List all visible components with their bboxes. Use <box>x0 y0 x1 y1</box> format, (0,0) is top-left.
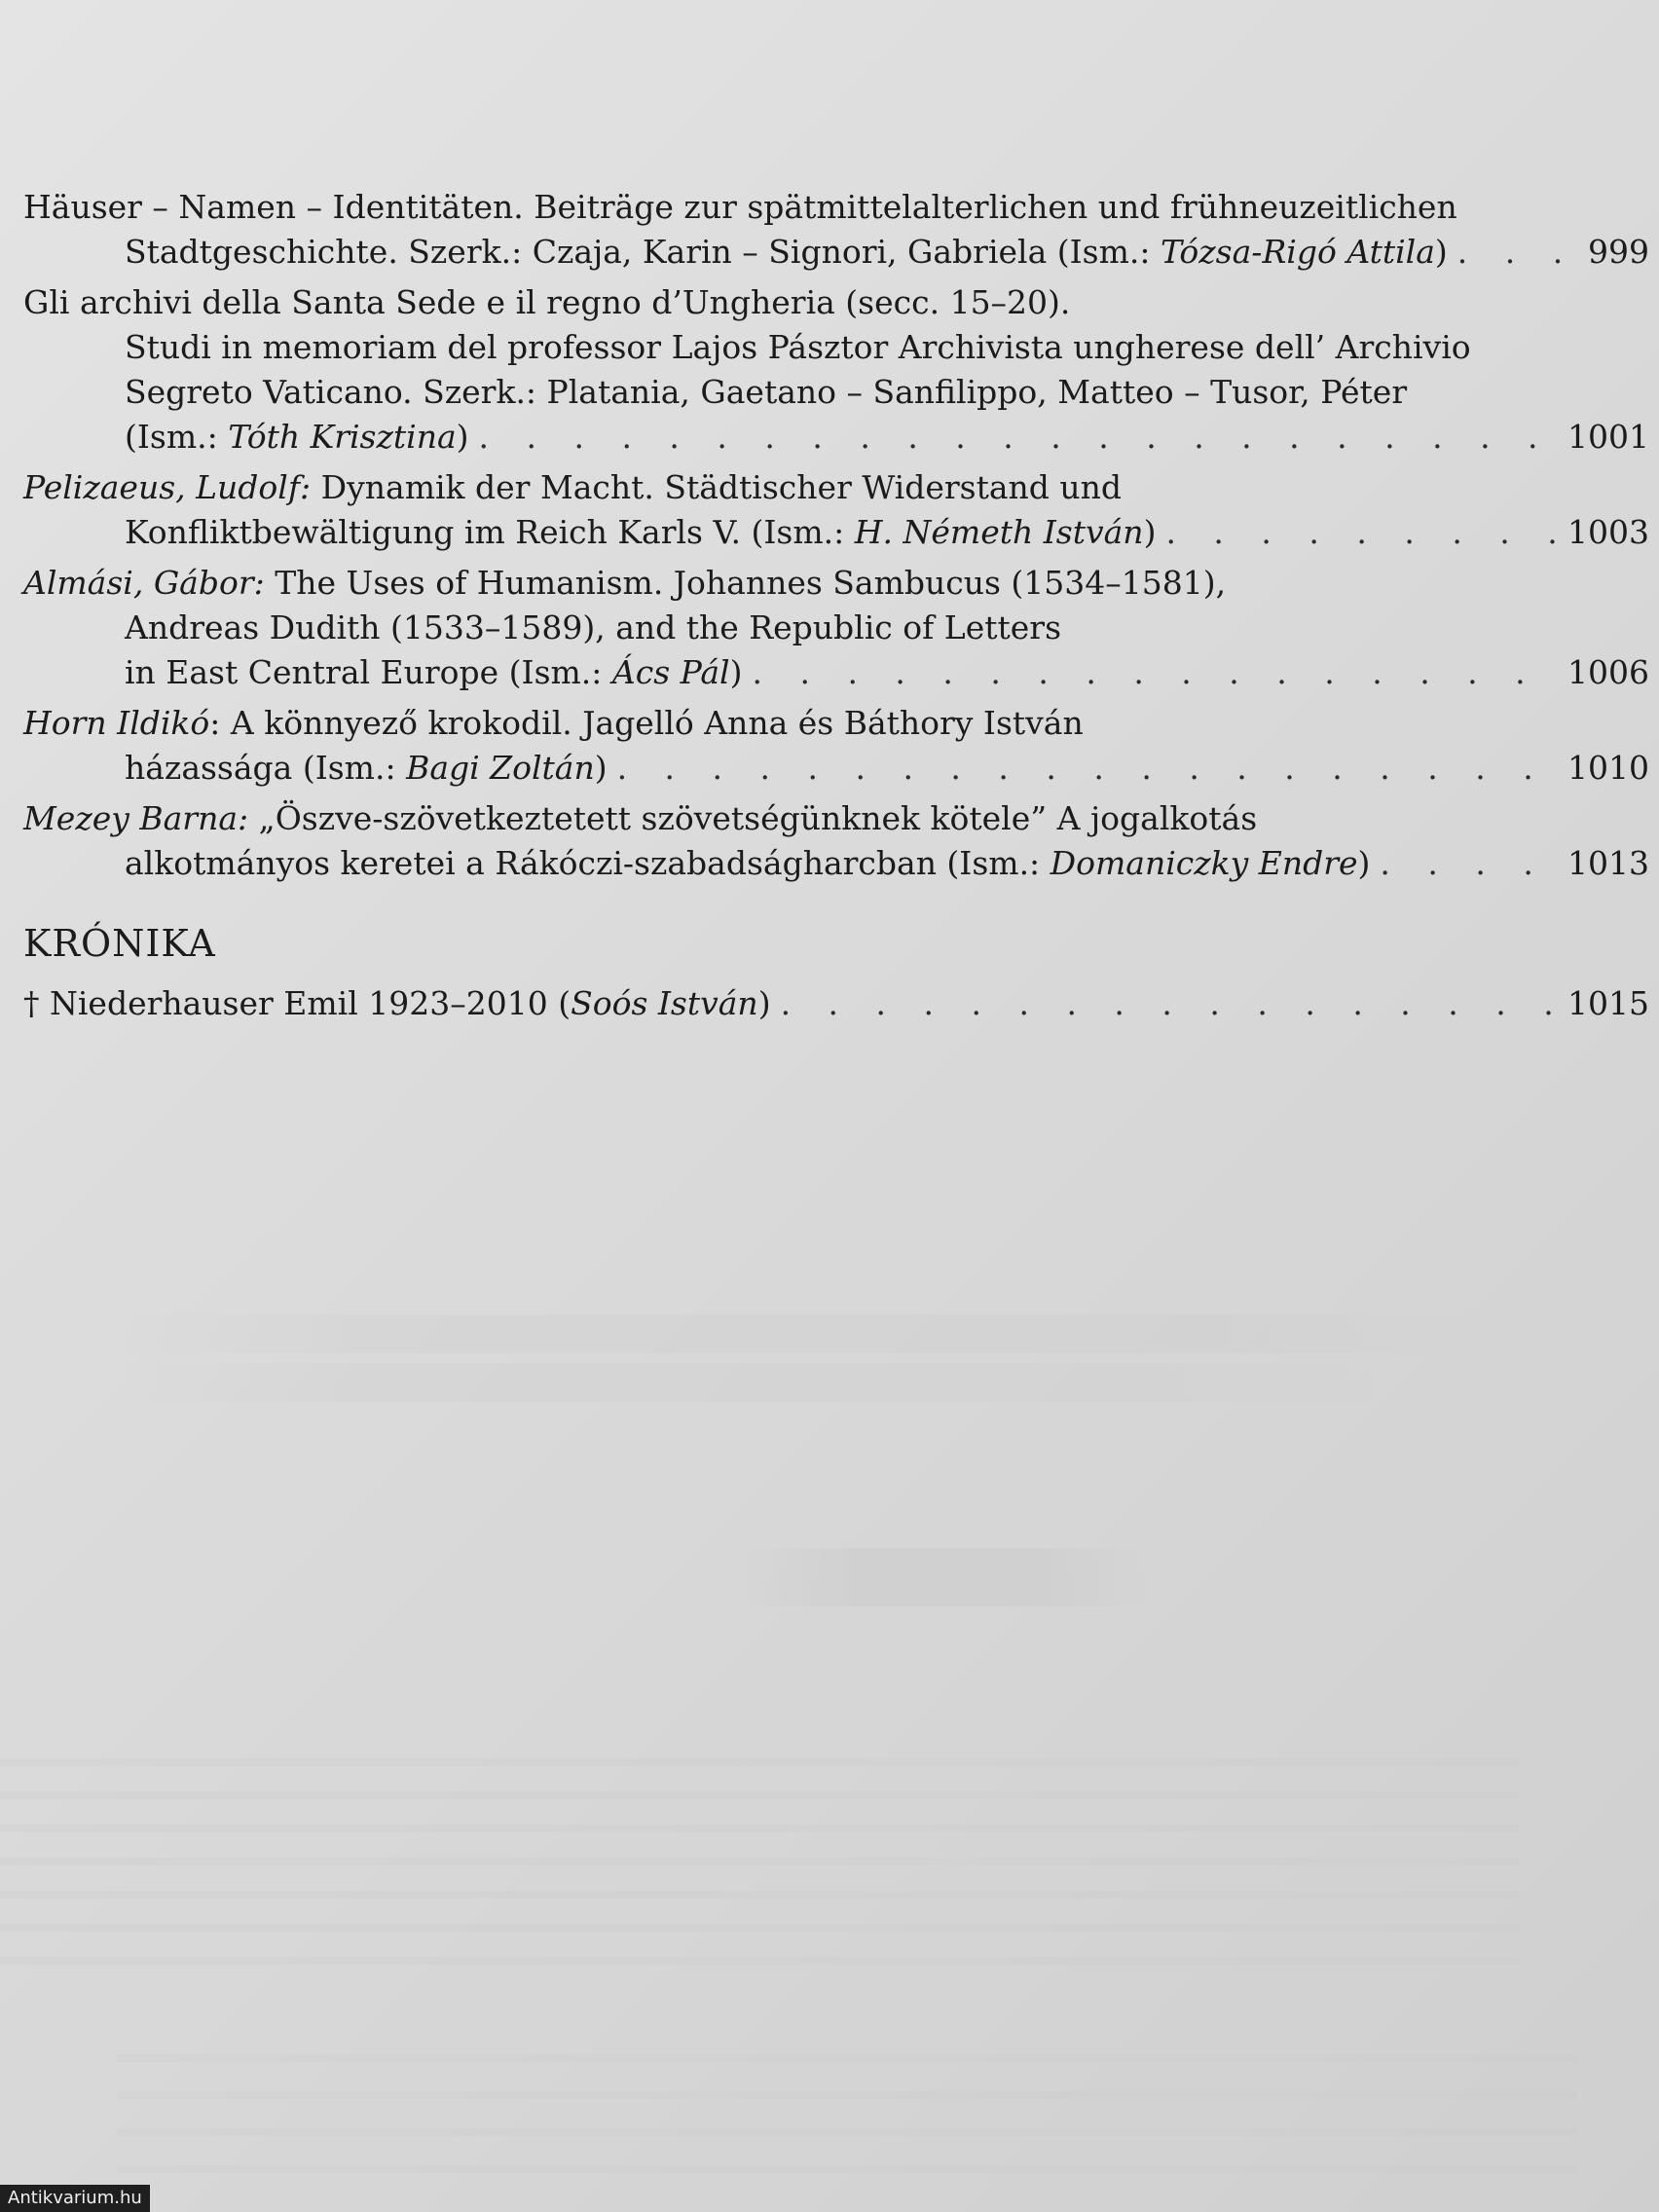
toc-line-text <box>23 981 771 1026</box>
toc-entry <box>23 701 1649 791</box>
italic-text: Bagi Zoltán <box>406 749 595 787</box>
bleed-through-shadow <box>117 1363 1382 1402</box>
text-run: Konfliktbewältigung im Reich Karls V. (Ism.: <box>125 513 855 551</box>
dot-leader <box>479 415 1559 460</box>
toc-entry <box>23 561 1649 695</box>
text-run: Gli archivi della Santa Sede e il regno d’Ungheria (secc. 15–20). <box>23 283 1071 321</box>
toc-line <box>23 606 1649 650</box>
text-run: ) <box>456 418 469 456</box>
page-number: 1015 <box>1567 984 1649 1022</box>
text-run: † Niederhauser Emil 1923–2010 ( <box>23 984 571 1022</box>
italic-text: Ács Pál <box>611 653 730 691</box>
toc-line-text <box>125 325 1471 370</box>
dot-leader <box>1380 841 1558 886</box>
page-number: 1006 <box>1567 653 1649 691</box>
text-run: Segreto Vaticano. Szerk.: Platania, Gaetano – Sanfilippo, Matteo – Tusor, Péter <box>125 373 1408 411</box>
bleed-through-shadow <box>0 1733 1519 1967</box>
dot-leader <box>617 746 1558 791</box>
toc-line-text <box>23 796 1257 841</box>
text-run: Dynamik der Macht. Städtischer Widerstand und <box>311 468 1123 506</box>
toc-line-text <box>23 280 1070 325</box>
toc-line-text <box>23 561 1226 606</box>
page-number: 999 <box>1588 233 1649 271</box>
toc-line <box>23 650 1649 695</box>
text-run: Andreas Dudith (1533–1589), and the Republic of Letters <box>125 608 1062 646</box>
italic-text: Mezey Barna: <box>23 799 249 837</box>
toc-line-text <box>125 415 469 460</box>
dot-leader <box>1457 230 1564 275</box>
toc-line-text <box>125 650 742 695</box>
page-number: 1001 <box>1567 418 1649 456</box>
italic-text: H. Németh István <box>854 513 1144 551</box>
toc-line-text <box>125 606 1061 650</box>
bleed-through-shadow <box>117 2025 1577 2191</box>
toc-line-text <box>125 510 1156 555</box>
toc-line-text <box>125 746 608 791</box>
page-number: 1013 <box>1567 844 1649 882</box>
toc-line-text <box>125 841 1370 886</box>
text-run: Häuser – Namen – Identitäten. Beiträge zur spätmittelalterlichen und frühneuzeitlichen <box>23 188 1457 226</box>
section-heading: KRÓNIKA <box>23 922 216 965</box>
watermark-label: Antikvarium.hu <box>0 2185 150 2212</box>
text-run: „Öszve-szövetkeztetett szövetségünknek kötele” A jogalkotás <box>248 799 1258 837</box>
toc-line <box>23 185 1649 230</box>
page-number: 1003 <box>1567 513 1649 551</box>
toc-line <box>23 796 1649 841</box>
bleed-through-shadow <box>117 1314 1499 1353</box>
toc-line <box>23 325 1649 370</box>
toc-line-text <box>125 370 1407 415</box>
toc-line <box>23 465 1649 510</box>
toc-line <box>23 561 1649 606</box>
text-run: : A könnyező krokodil. Jagelló Anna és Báthory István <box>209 704 1084 742</box>
italic-text: Soós István <box>571 984 758 1022</box>
toc-line <box>23 746 1649 791</box>
italic-text: Domaniczky Endre <box>1050 844 1358 882</box>
text-run: The Uses of Humanism. Johannes Sambucus (1534–1581), <box>264 564 1227 602</box>
toc-line <box>23 510 1649 555</box>
toc-line <box>23 701 1649 746</box>
italic-text: Tózsa-Rigó Attila <box>1160 233 1435 271</box>
table-of-contents <box>23 185 1649 1032</box>
dot-leader <box>752 650 1558 695</box>
italic-text: Tóth Krisztina <box>228 418 457 456</box>
toc-line-text <box>23 465 1122 510</box>
toc-line <box>23 981 1649 1026</box>
text-run: Studi in memoriam del professor Lajos Pásztor Archivista ungherese dell’ Archivio <box>125 328 1471 366</box>
toc-line <box>23 415 1649 460</box>
toc-line <box>23 280 1649 325</box>
text-run: ) <box>1434 233 1448 271</box>
toc-entry <box>23 280 1649 460</box>
toc-line <box>23 841 1649 886</box>
text-run: in East Central Europe (Ism.: <box>125 653 612 691</box>
toc-entry <box>23 796 1649 886</box>
text-run: ) <box>757 984 771 1022</box>
toc-entry <box>23 465 1649 555</box>
toc-line-text <box>125 230 1448 275</box>
italic-text: Almási, Gábor: <box>23 564 265 602</box>
text-run: ) <box>729 653 743 691</box>
text-run: alkotmányos keretei a Rákóczi-szabadságharcban (Ism.: <box>125 844 1051 882</box>
italic-text: Horn Ildikó <box>23 704 210 742</box>
toc-entry <box>23 981 1649 1026</box>
dot-leader <box>781 981 1558 1026</box>
toc-line-text <box>23 701 1084 746</box>
text-run: ) <box>594 749 608 787</box>
bleed-through-shadow <box>740 1548 1149 1606</box>
text-run: házassága (Ism.: <box>125 749 407 787</box>
text-run: Stadtgeschichte. Szerk.: Czaja, Karin – Signori, Gabriela (Ism.: <box>125 233 1161 271</box>
text-run: ) <box>1143 513 1157 551</box>
toc-line <box>23 370 1649 415</box>
italic-text: Pelizaeus, Ludolf: <box>23 468 312 506</box>
text-run: ) <box>1357 844 1371 882</box>
page-number: 1010 <box>1567 749 1649 787</box>
text-run: (Ism.: <box>125 418 229 456</box>
toc-line-text <box>23 185 1457 230</box>
dot-leader <box>1165 510 1558 555</box>
toc-entry <box>23 185 1649 275</box>
toc-line <box>23 230 1649 275</box>
